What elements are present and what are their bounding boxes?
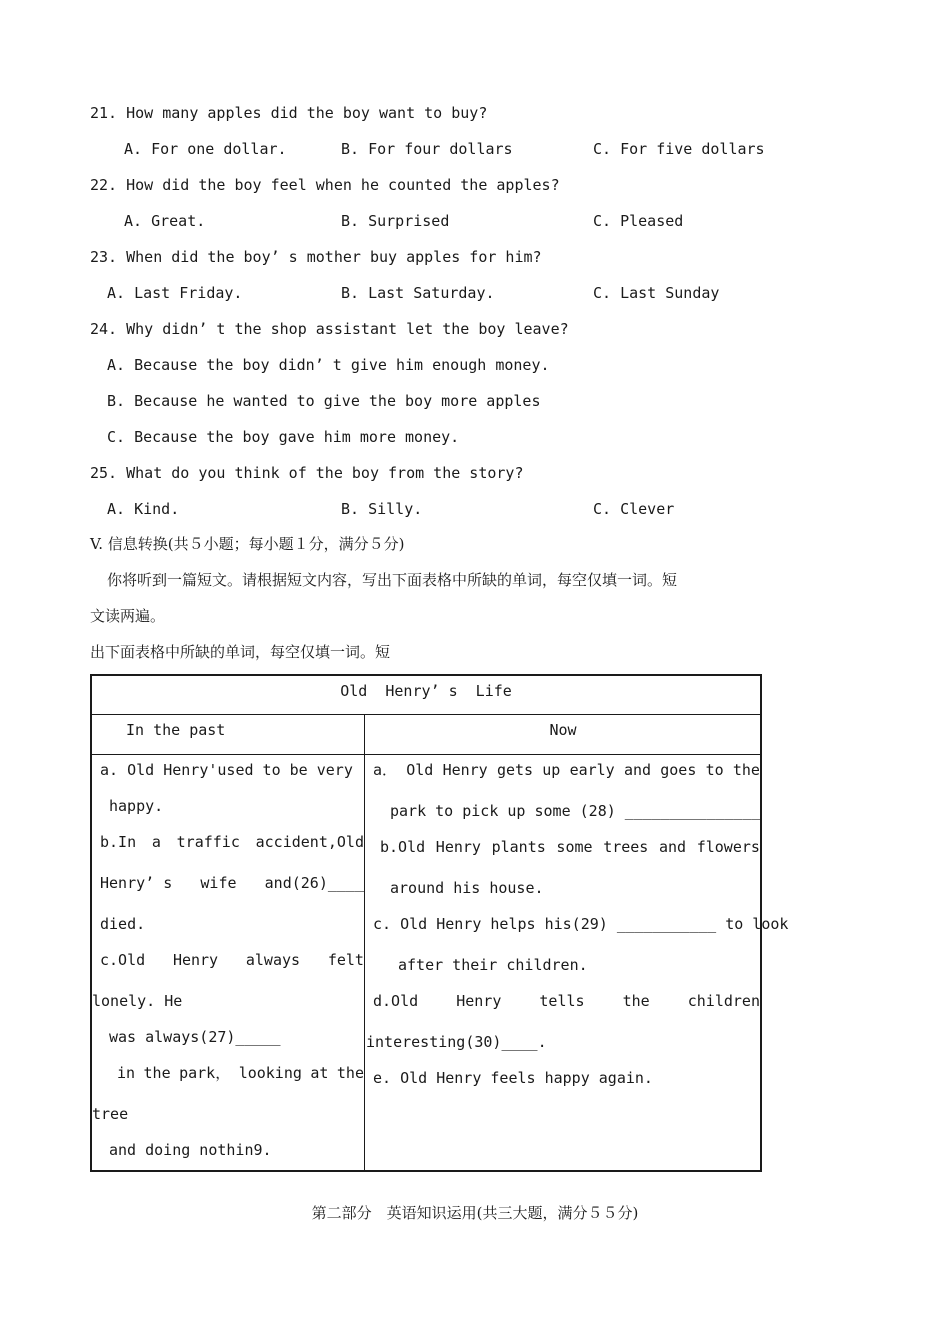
question-24-stem: 24. Why didn’ t the shop assistant let the boy leave?	[90, 320, 569, 338]
word: park，	[179, 1064, 231, 1082]
word: Old	[406, 761, 434, 779]
question-22-option-c: C. Pleased	[593, 212, 684, 230]
now-item-a-line-1	[373, 760, 760, 780]
word: Henry	[442, 761, 488, 779]
past-item-b-line-3: died.	[100, 915, 146, 933]
word: Henry	[435, 838, 481, 856]
now-item-a-line-2: park to pick up some (28) _______________	[390, 802, 761, 820]
word: Henry	[172, 951, 219, 969]
question-22-option-a: A. Great.	[124, 212, 206, 230]
question-23-stem: 23. When did the boy’ s mother buy apples for him?	[90, 248, 542, 266]
word: plants	[491, 838, 546, 856]
section-5-instruction-line-1: 你将听到一篇短文。请根据短文内容，写出下面表格中所缺的单词，每空仅填一词。短	[107, 571, 678, 589]
word: felt	[327, 951, 364, 969]
word: some	[556, 838, 593, 856]
part-2-heading: 第二部分 英语知识运用(共三大题，满分５５分)	[311, 1204, 639, 1222]
question-21-stem: 21. How many apples did the boy want to buy?	[90, 104, 488, 122]
question-23-option-a: A. Last Friday.	[107, 284, 243, 302]
word: c.Old	[100, 951, 146, 969]
word: a	[151, 833, 161, 851]
word: b.In	[100, 833, 137, 851]
word: accident,Old	[255, 833, 364, 851]
word: gets	[496, 761, 534, 779]
word: Henry’ s	[100, 874, 173, 892]
word: the	[732, 761, 760, 779]
question-25-option-a: A. Kind.	[107, 500, 180, 518]
section-5-heading: V. 信息转换(共５小题；每小题１分，满分５分)	[90, 535, 405, 553]
past-item-c-line-1	[100, 950, 364, 970]
question-21-option-a: A. For one dollar.	[124, 140, 287, 158]
word: the	[143, 1064, 171, 1082]
now-item-b-line-2: around his house.	[390, 879, 544, 897]
table-divider-header	[92, 754, 760, 755]
word: trees	[603, 838, 649, 856]
question-25-option-b: B. Silly.	[341, 500, 423, 518]
word: and	[623, 761, 652, 779]
question-24-option-c: C. Because the boy gave him more money.	[107, 428, 460, 446]
word: and(26)____	[264, 874, 364, 892]
old-henry-life-table	[90, 674, 789, 1172]
word: looking	[238, 1064, 302, 1082]
past-item-b-line-2	[100, 873, 364, 893]
past-item-c-line-2: lonely. He	[92, 992, 183, 1010]
past-item-a-line-2: happy.	[109, 797, 164, 815]
column-header-past: In the past	[126, 721, 226, 739]
question-24-option-b: B. Because he wanted to give the boy more apples	[107, 392, 541, 410]
word: and	[658, 838, 687, 856]
question-21-option-c: C. For five dollars	[593, 140, 765, 158]
table-divider-title	[92, 714, 760, 715]
column-header-now: Now	[549, 721, 577, 739]
now-item-b-line-1	[380, 837, 760, 857]
word: up	[542, 761, 561, 779]
past-item-a-line-1: a. Old Henry'used to be very	[100, 761, 353, 779]
past-item-c-line-4	[117, 1063, 364, 1083]
word: goes	[660, 761, 697, 779]
past-item-c-line-3: was always(27)_____	[109, 1028, 281, 1046]
section-5-instruction-line-2: 文读两遍。	[90, 607, 166, 625]
word: wife	[200, 874, 237, 892]
word: the	[336, 1064, 364, 1082]
question-22-stem: 22. How did the boy feel when he counted the apples?	[90, 176, 560, 194]
word: always	[245, 951, 301, 969]
now-item-c-line-1: c. Old Henry helps his(29) ___________ to look	[373, 915, 789, 933]
word: at	[310, 1064, 329, 1082]
now-item-e-line-1: e. Old Henry feels happy again.	[373, 1069, 653, 1087]
section-5-instruction-repeat: 出下面表格中所缺的单词，每空仅填一词。短	[90, 643, 391, 661]
question-24-option-a: A. Because the boy didn’ t give him enough money.	[107, 356, 550, 374]
now-item-d-line-2: interesting(30)____.	[366, 1033, 547, 1051]
question-25-option-c: C. Clever	[593, 500, 675, 518]
question-23-option-c: C. Last Sunday	[593, 284, 720, 302]
word: early	[569, 761, 615, 779]
past-item-c-line-5: tree	[92, 1105, 129, 1123]
past-item-c-line-6: and doing nothin9.	[109, 1141, 272, 1159]
word: flowers	[696, 838, 760, 856]
word: tells	[539, 992, 585, 1010]
question-21-option-b: B. For four dollars	[341, 140, 513, 158]
word: in	[117, 1064, 136, 1082]
now-item-c-line-2: after their children.	[398, 956, 588, 974]
word: d.Old	[373, 992, 419, 1010]
now-item-d-line-1	[373, 991, 760, 1011]
word: children	[687, 992, 760, 1010]
table-divider-column	[364, 714, 365, 1170]
word: Henry	[456, 992, 502, 1010]
word: the	[622, 992, 650, 1010]
past-item-b-line-1	[100, 832, 364, 852]
word: to	[705, 761, 724, 779]
word: traffic	[176, 833, 240, 851]
word: a．	[373, 761, 398, 779]
table-title: Old Henry’ s Life	[340, 682, 512, 700]
word: b.Old	[380, 838, 426, 856]
question-22-option-b: B. Surprised	[341, 212, 450, 230]
question-23-option-b: B. Last Saturday.	[341, 284, 495, 302]
question-25-stem: 25. What do you think of the boy from the story?	[90, 464, 524, 482]
